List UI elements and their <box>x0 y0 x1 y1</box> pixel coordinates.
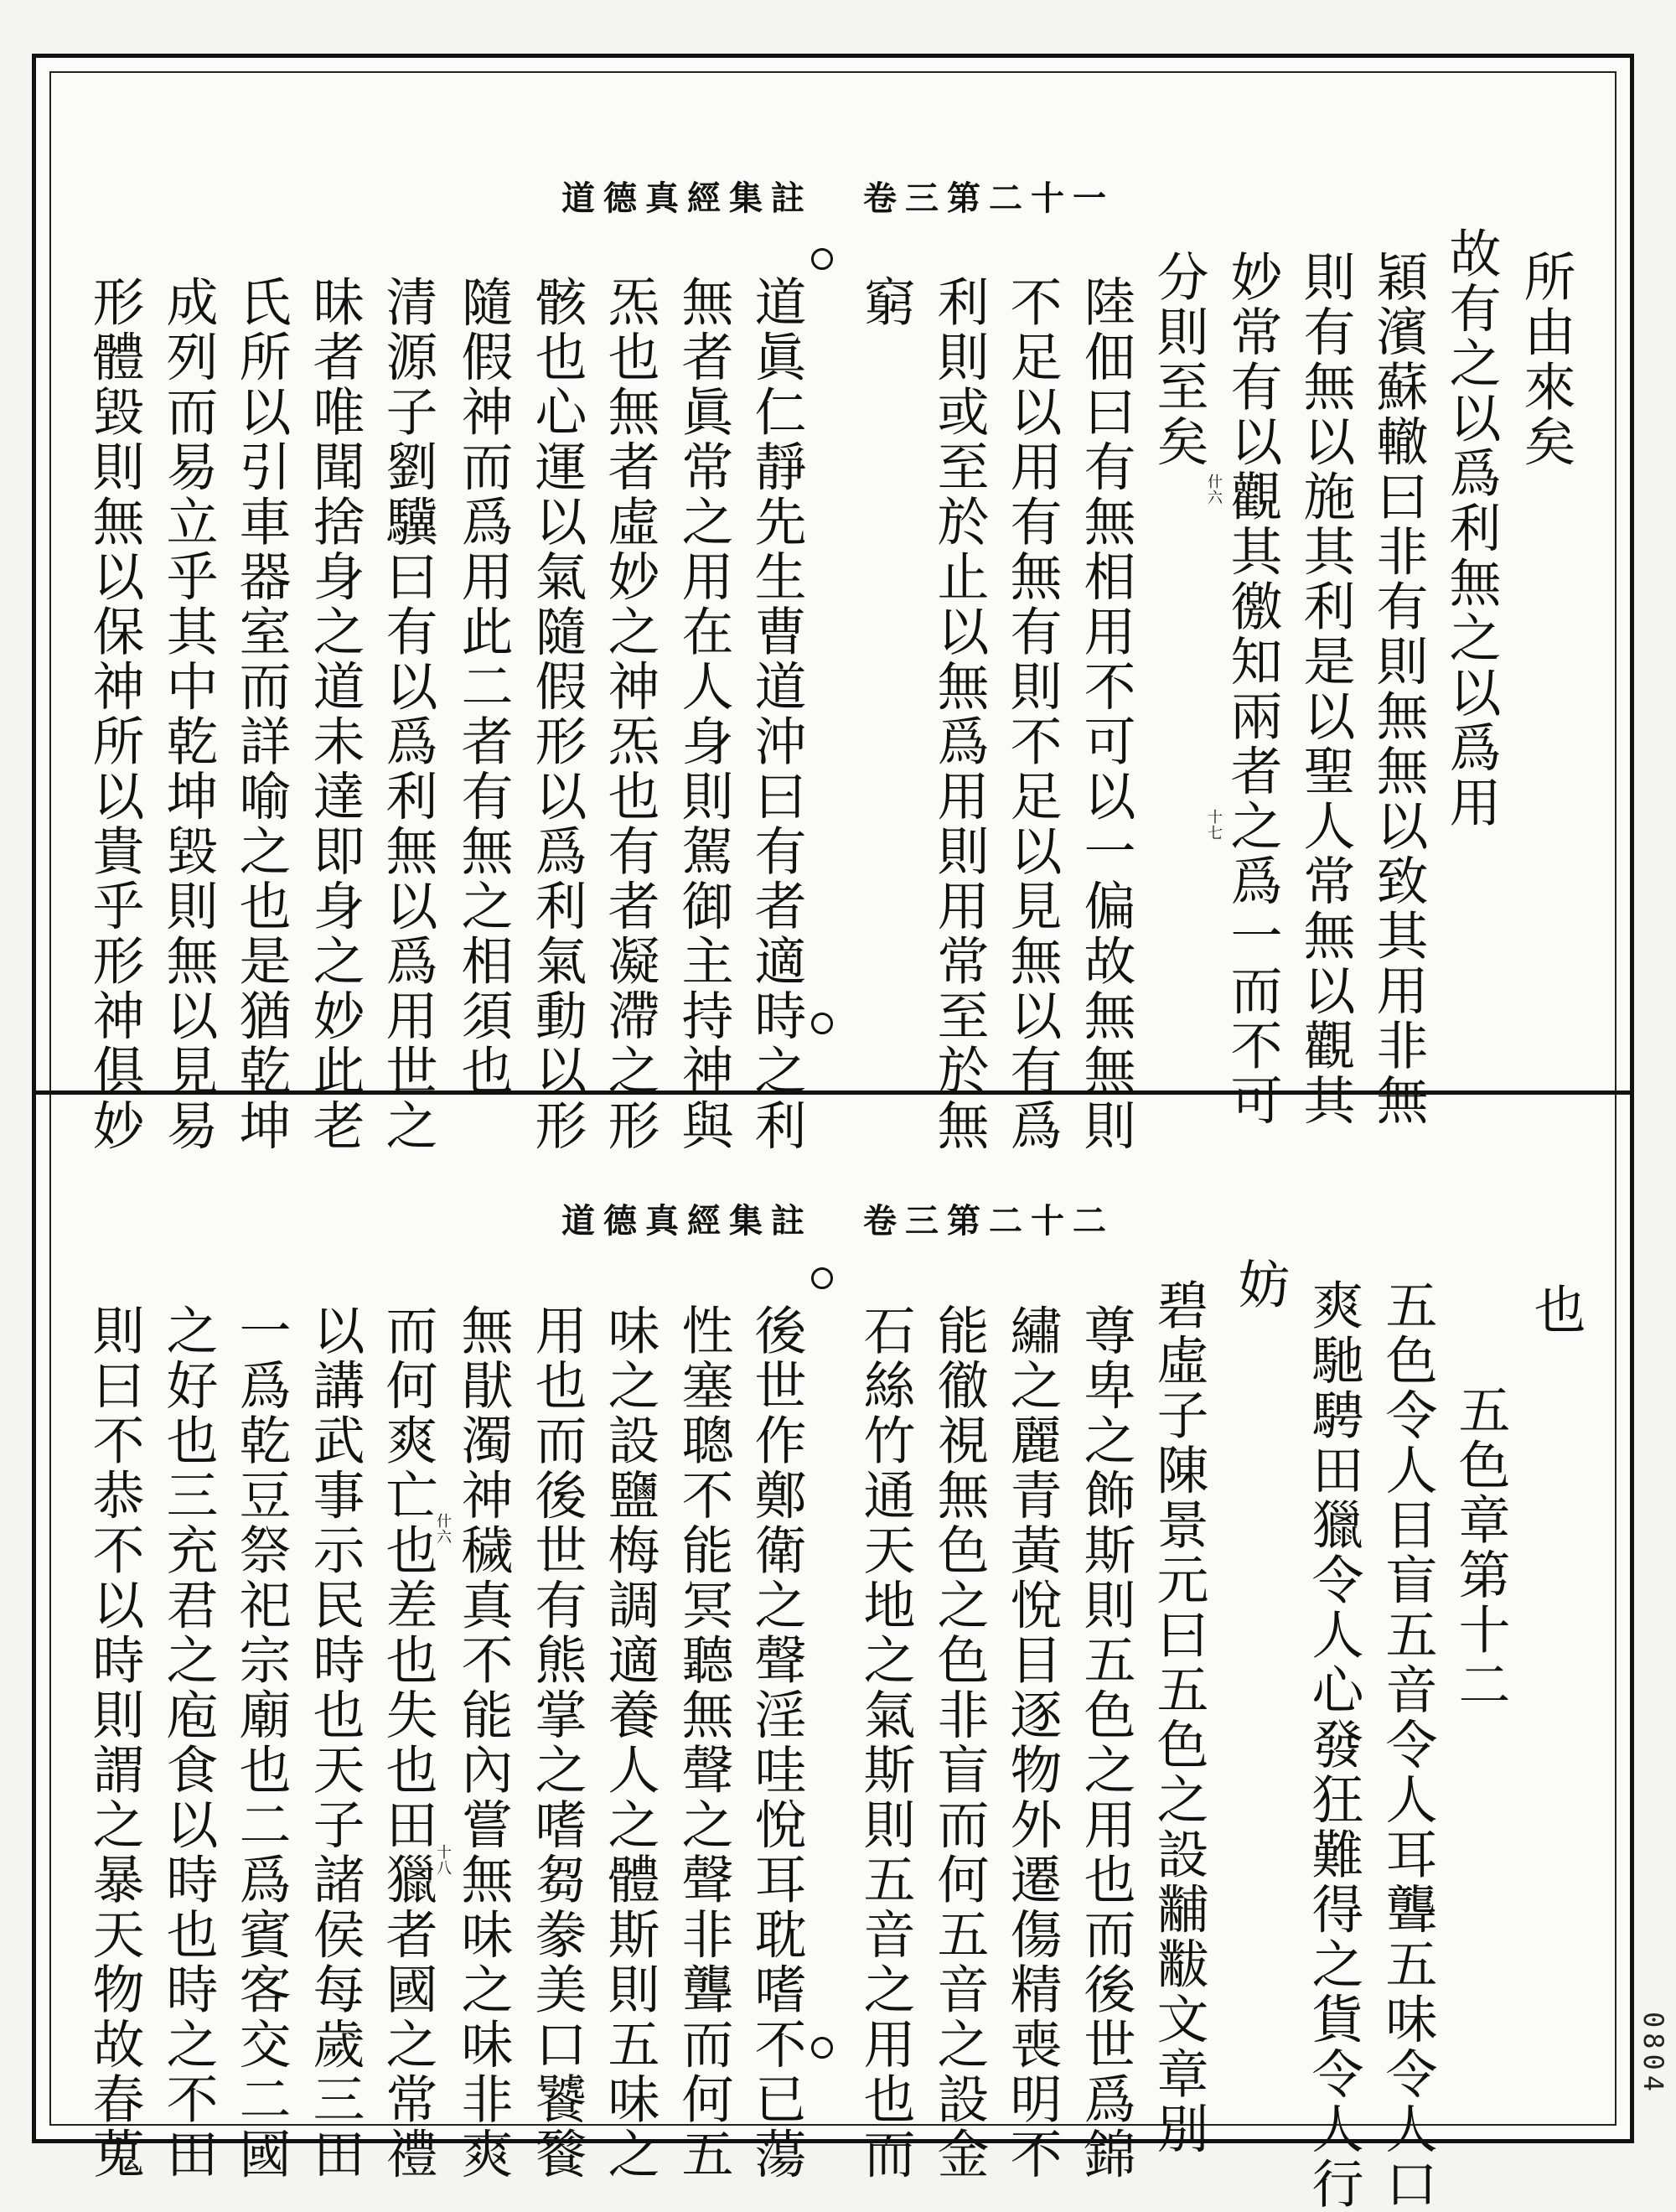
top-column-5: 妙常有以觀其徼知兩者之爲一而不可 <box>1222 250 1283 1128</box>
top-column-7: 陸佃曰有無相用不可以一偏故無無則 <box>1075 275 1136 1153</box>
top-section-marker-circle <box>811 1013 833 1034</box>
top-marginal-note: 十七 <box>1205 809 1223 841</box>
top-column-12: 無者眞常之用在人身則駕御主持神與 <box>673 275 734 1153</box>
bottom-column-10: 石絲竹通天地之氣斯則五音之用也而 <box>855 1303 916 2182</box>
bottom-header-volume: 卷三第二十二 <box>863 1201 1115 1241</box>
top-header-volume: 卷三第二十一 <box>863 179 1115 218</box>
bottom-column-4: 爽馳騁田獵令人心發狂難得之貨令人行 <box>1303 1278 1364 2212</box>
bottom-column-16: 而何爽亡也差也失也田獵者國之常禮 <box>377 1303 438 2182</box>
top-column-3: 穎濱蘇轍曰非有則無無以致其用非無 <box>1368 250 1429 1128</box>
bottom-column-11: 後世作鄭衛之聲淫哇悅耳耽嗜不已蕩 <box>746 1303 807 2182</box>
bottom-column-3: 五色令人目盲五音令人耳聾五味令人口 <box>1377 1278 1438 2212</box>
page-number: 0804 <box>1637 2012 1669 2097</box>
bottom-column-17: 以講武事示民時也天子諸侯每歲三田 <box>304 1303 365 2182</box>
bottom-running-header <box>0 1194 1676 1242</box>
bottom-section-marker-circle <box>811 2037 833 2059</box>
top-column-10: 窮 <box>855 275 916 330</box>
top-marginal-note: 什六 <box>1205 474 1223 505</box>
top-running-header <box>0 172 1676 220</box>
top-header-title: 道德真經集註 <box>561 179 813 218</box>
bottom-marginal-note: 什六 <box>434 1513 452 1545</box>
top-column-8: 不足以用有無有則不足以見無以有爲 <box>1001 275 1063 1153</box>
bottom-column-5: 妨 <box>1229 1257 1291 1313</box>
top-column-15: 隨假神而爲用此二者有無之相須也 <box>453 275 514 1099</box>
bottom-column-1: 也 <box>1525 1282 1586 1338</box>
bottom-column-14: 用也而後世有熊掌之嗜芻豢美口饕餮 <box>526 1303 587 2182</box>
top-column-2: 故有之以爲利無之以爲用 <box>1441 226 1502 831</box>
top-column-16: 清源子劉驥曰有以爲利無以爲用世之 <box>377 275 438 1153</box>
top-column-19: 成列而易立乎其中乾坤毀則無以見易 <box>158 275 219 1153</box>
bottom-column-9: 能徹視無色之色非盲而何五音之設金 <box>929 1303 990 2182</box>
bottom-column-6: 碧虛子陳景元曰五色之設黼黻文章別 <box>1148 1278 1209 2157</box>
bottom-marginal-note: 十八 <box>434 1844 452 1876</box>
bottom-column-12: 性塞聰不能冥聽無聲之聲非聾而何五 <box>673 1303 734 2182</box>
bottom-header-title: 道德真經集註 <box>561 1201 813 1241</box>
bottom-column-7: 尊卑之飾斯則五色之用也而後世爲錦 <box>1075 1303 1136 2182</box>
top-column-4: 則有無以施其利是以聖人常無以觀其 <box>1295 250 1356 1128</box>
top-column-14: 骸也心運以氣隨假形以爲利氣動以形 <box>526 275 587 1153</box>
top-column-13: 炁也無者虛妙之神炁也有者凝滯之形 <box>599 275 660 1153</box>
top-column-18: 氏所以引車器室而詳喻之也是猶乾坤 <box>230 275 292 1153</box>
bottom-section-marker-circle <box>811 1267 833 1289</box>
bottom-column-8: 繡之麗青黃悅目逐物外遷傷精喪明不 <box>1001 1303 1063 2182</box>
top-column-20: 形體毀則無以保神所以貴乎形神俱妙 <box>84 275 145 1153</box>
bottom-column-18: 一爲乾豆祭祀宗廟也二爲賓客交二國 <box>230 1303 292 2182</box>
top-column-6: 分則至矣 <box>1148 250 1209 469</box>
top-column-9: 利則或至於止以無爲用則用常至於無 <box>929 275 990 1153</box>
top-section-marker-circle <box>811 248 833 270</box>
bottom-column-15: 無猒濁神穢真不能內嘗無味之味非爽 <box>453 1303 514 2182</box>
bottom-column-13: 味之設鹽梅調適養人之體斯則五味之 <box>599 1303 660 2182</box>
top-column-17: 昧者唯聞捨身之道未達即身之妙此老 <box>304 275 365 1153</box>
top-column-1: 所由來矣 <box>1515 250 1576 469</box>
bottom-column-19: 之好也三充君之庖食以時也時之不田 <box>158 1303 219 2182</box>
bottom-column-2: 五色章第十二 <box>1450 1383 1511 1712</box>
bottom-column-20: 則曰不恭不以時則謂之暴天物故春蒐 <box>84 1303 145 2182</box>
top-column-11: 道眞仁靜先生曹道沖曰有者適時之利 <box>746 275 807 1153</box>
